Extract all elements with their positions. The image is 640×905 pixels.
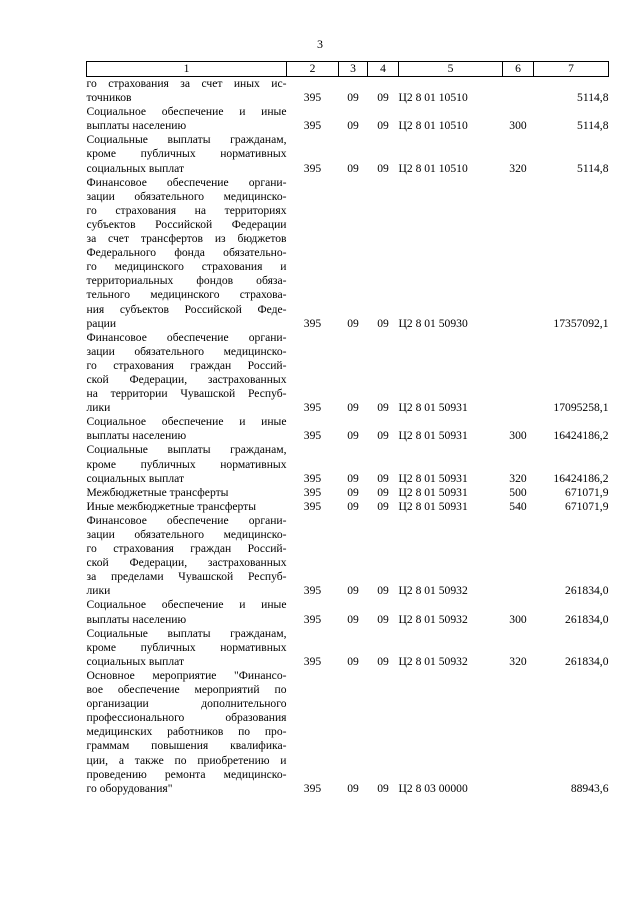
- expense-type-code: 300: [509, 612, 527, 626]
- row-name-line: го страхования граждан Россий-: [86, 542, 287, 556]
- row-name-line: территориальных фондов обяза-: [86, 274, 287, 288]
- row-name: [87, 443, 287, 485]
- row-name-line: кроме публичных нормативных: [86, 457, 287, 471]
- row-name-line: Финансовое обеспечение органи-: [86, 175, 287, 189]
- expense-type-code: 320: [509, 161, 527, 175]
- section-code: 09: [347, 781, 359, 795]
- row-name-line: Социальные выплаты гражданам,: [86, 443, 287, 457]
- target-article-code: Ц2 8 01 50930: [398, 316, 468, 330]
- row-name-line: на территории Чувашской Респуб-: [86, 387, 287, 401]
- expense-type-code: 300: [509, 119, 527, 133]
- expense-type-code: 540: [509, 499, 527, 513]
- budget-table: [86, 61, 609, 796]
- section-code: 09: [347, 91, 359, 105]
- table-row: [87, 415, 609, 443]
- target-article-code: Ц2 8 01 10510: [398, 119, 468, 133]
- row-name-line: Федерального фонда обязательно-: [86, 246, 287, 260]
- expense-type-code: 320: [509, 654, 527, 668]
- row-name-line: ния субъектов Российской Феде-: [86, 302, 287, 316]
- row-name-line: кроме публичных нормативных: [86, 147, 287, 161]
- ministry-code: 395: [303, 781, 322, 795]
- column-header: 1: [87, 62, 287, 77]
- amount: 5114,8: [577, 91, 609, 105]
- expense-type-code: [503, 77, 534, 106]
- target-article-code: Ц2 8 01 50931: [398, 471, 468, 485]
- amount: 261834,0: [565, 654, 609, 668]
- row-name: [87, 627, 287, 669]
- section-code: 09: [347, 316, 359, 330]
- target-article-code: Ц2 8 01 50931: [398, 401, 468, 415]
- row-name-line: социальных выплат: [86, 471, 185, 485]
- ministry-code: 395: [303, 654, 322, 668]
- row-name-line: выплаты населению: [86, 119, 187, 133]
- section-code: 09: [347, 471, 359, 485]
- row-name-line: го медицинского страхования и: [86, 260, 287, 274]
- amount: 17095258,1: [553, 401, 609, 415]
- table-row: [87, 331, 609, 416]
- row-name-line: ции, а также по приобретению и: [86, 753, 287, 767]
- column-header: 4: [368, 62, 399, 77]
- row-name-line: лики: [86, 401, 111, 415]
- section-code: 09: [347, 401, 359, 415]
- table-row: [87, 627, 609, 669]
- target-article-code: Ц2 8 01 50932: [398, 584, 468, 598]
- ministry-code: 395: [303, 485, 322, 499]
- row-name-line: ской Федерации, застрахованных: [86, 372, 287, 386]
- row-name-line: граммам повышения квалифика-: [86, 739, 287, 753]
- page-number: 3: [317, 37, 323, 51]
- row-name-line: Социальное обеспечение и иные: [86, 598, 287, 612]
- row-name: [87, 486, 287, 500]
- column-header: 5: [399, 62, 503, 77]
- subsection-code: 09: [377, 119, 389, 133]
- table-row: [87, 443, 609, 485]
- row-name-line: точников: [86, 91, 132, 105]
- ministry-code: 395: [303, 429, 322, 443]
- expense-type-code: [503, 331, 534, 416]
- row-name-line: тельного медицинского страхова-: [86, 288, 287, 302]
- row-name: [87, 77, 287, 106]
- row-name-line: рации: [86, 316, 117, 330]
- table-row: [87, 486, 609, 500]
- expense-type-code: [503, 669, 534, 796]
- target-article-code: Ц2 8 03 00000: [398, 781, 468, 795]
- table-row: [87, 669, 609, 796]
- target-article-code: Ц2 8 01 50932: [398, 612, 468, 626]
- row-name-line: за счет трансфертов из бюджетов: [86, 232, 287, 246]
- table-row: [87, 598, 609, 626]
- amount: 671071,9: [565, 485, 609, 499]
- row-name-line: го страхования граждан Россий-: [86, 358, 287, 372]
- amount: 16424186,2: [553, 429, 609, 443]
- expense-type-code: [503, 176, 534, 331]
- subsection-code: 09: [377, 429, 389, 443]
- row-name-line: Финансовое обеспечение органи-: [86, 330, 287, 344]
- subsection-code: 09: [377, 584, 389, 598]
- row-name-line: зации обязательного медицинско-: [86, 344, 287, 358]
- row-name: [87, 176, 287, 331]
- ministry-code: 395: [303, 584, 322, 598]
- ministry-code: 395: [303, 161, 322, 175]
- table-row: [87, 133, 609, 175]
- ministry-code: 395: [303, 471, 322, 485]
- expense-type-code: 500: [509, 485, 527, 499]
- row-name-line: Социальные выплаты гражданам,: [86, 626, 287, 640]
- row-name-line: субъектов Российской Федерации: [86, 217, 287, 231]
- target-article-code: Ц2 8 01 10510: [398, 161, 468, 175]
- target-article-code: Ц2 8 01 50931: [398, 485, 468, 499]
- section-code: 09: [347, 499, 359, 513]
- row-name-line: за пределами Чувашской Респуб-: [86, 570, 287, 584]
- section-code: 09: [347, 429, 359, 443]
- subsection-code: 09: [377, 781, 389, 795]
- amount: 17357092,1: [553, 316, 609, 330]
- row-name-line: выплаты населению: [86, 612, 187, 626]
- ministry-code: 395: [303, 499, 322, 513]
- table-row: [87, 514, 609, 599]
- expense-type-code: 300: [509, 429, 527, 443]
- row-name-line: го страхования за счет иных ис-: [86, 77, 287, 90]
- subsection-code: 09: [377, 316, 389, 330]
- row-name-line: медицинских работников по про-: [86, 725, 287, 739]
- amount: 261834,0: [565, 612, 609, 626]
- section-code: 09: [347, 119, 359, 133]
- section-code: 09: [347, 654, 359, 668]
- table-row: [87, 105, 609, 133]
- amount: 671071,9: [565, 499, 609, 513]
- row-name-line: Финансовое обеспечение органи-: [86, 513, 287, 527]
- ministry-code: 395: [303, 316, 322, 330]
- ministry-code: 395: [303, 91, 322, 105]
- subsection-code: 09: [377, 612, 389, 626]
- section-code: 09: [347, 612, 359, 626]
- subsection-code: 09: [377, 161, 389, 175]
- row-name-line: го страхования на территориях: [86, 203, 287, 217]
- row-name: [87, 500, 287, 514]
- subsection-code: 09: [377, 471, 389, 485]
- target-article-code: Ц2 8 01 10510: [398, 91, 468, 105]
- subsection-code: 09: [377, 401, 389, 415]
- row-name-line: Межбюджетные трансферты: [86, 485, 229, 499]
- amount: 16424186,2: [553, 471, 609, 485]
- row-name: [87, 514, 287, 599]
- ministry-code: 395: [303, 612, 322, 626]
- ministry-code: 395: [303, 401, 322, 415]
- target-article-code: Ц2 8 01 50931: [398, 429, 468, 443]
- section-code: 09: [347, 584, 359, 598]
- target-article-code: Ц2 8 01 50931: [398, 499, 468, 513]
- section-code: 09: [347, 161, 359, 175]
- target-article-code: Ц2 8 01 50932: [398, 654, 468, 668]
- row-name: [87, 331, 287, 416]
- row-name-line: го оборудования": [86, 781, 173, 795]
- table-row: [87, 77, 609, 106]
- column-header: 3: [339, 62, 368, 77]
- table-body: [87, 77, 609, 796]
- row-name-line: Социальное обеспечение и иные: [86, 415, 287, 429]
- row-name-line: вое обеспечение мероприятий по: [86, 683, 287, 697]
- amount: 5114,8: [577, 119, 609, 133]
- row-name-line: зации обязательного медицинско-: [86, 189, 287, 203]
- row-name-line: профессионального образования: [86, 711, 287, 725]
- table-header-row: [87, 62, 609, 77]
- row-name-line: социальных выплат: [86, 654, 185, 668]
- row-name-line: выплаты населению: [86, 429, 187, 443]
- row-name: [87, 669, 287, 796]
- row-name-line: Социальное обеспечение и иные: [86, 105, 287, 119]
- column-header: 6: [503, 62, 534, 77]
- table-row: [87, 500, 609, 514]
- row-name-line: ской Федерации, застрахованных: [86, 556, 287, 570]
- row-name-line: социальных выплат: [86, 161, 185, 175]
- row-name-line: лики: [86, 584, 111, 598]
- subsection-code: 09: [377, 91, 389, 105]
- row-name: [87, 415, 287, 443]
- row-name-line: Основное мероприятие "Финансо-: [86, 668, 287, 682]
- table-row: [87, 176, 609, 331]
- amount: 261834,0: [565, 584, 609, 598]
- row-name-line: Социальные выплаты гражданам,: [86, 133, 287, 147]
- subsection-code: 09: [377, 485, 389, 499]
- subsection-code: 09: [377, 499, 389, 513]
- row-name-line: зации обязательного медицинско-: [86, 528, 287, 541]
- row-name-line: Иные межбюджетные трансферты: [86, 499, 257, 513]
- expense-type-code: 320: [509, 471, 527, 485]
- row-name: [87, 105, 287, 133]
- amount: 5114,8: [577, 161, 609, 175]
- column-header: 7: [534, 62, 609, 77]
- column-header: 2: [287, 62, 339, 77]
- subsection-code: 09: [377, 654, 389, 668]
- row-name: [87, 133, 287, 175]
- expense-type-code: [503, 514, 534, 599]
- amount: 88943,6: [570, 781, 609, 795]
- row-name-line: организации дополнительного: [86, 697, 287, 711]
- section-code: 09: [347, 485, 359, 499]
- row-name-line: проведению ремонта медицинско-: [86, 767, 287, 781]
- row-name-line: кроме публичных нормативных: [86, 640, 287, 654]
- ministry-code: 395: [303, 119, 322, 133]
- row-name: [87, 598, 287, 626]
